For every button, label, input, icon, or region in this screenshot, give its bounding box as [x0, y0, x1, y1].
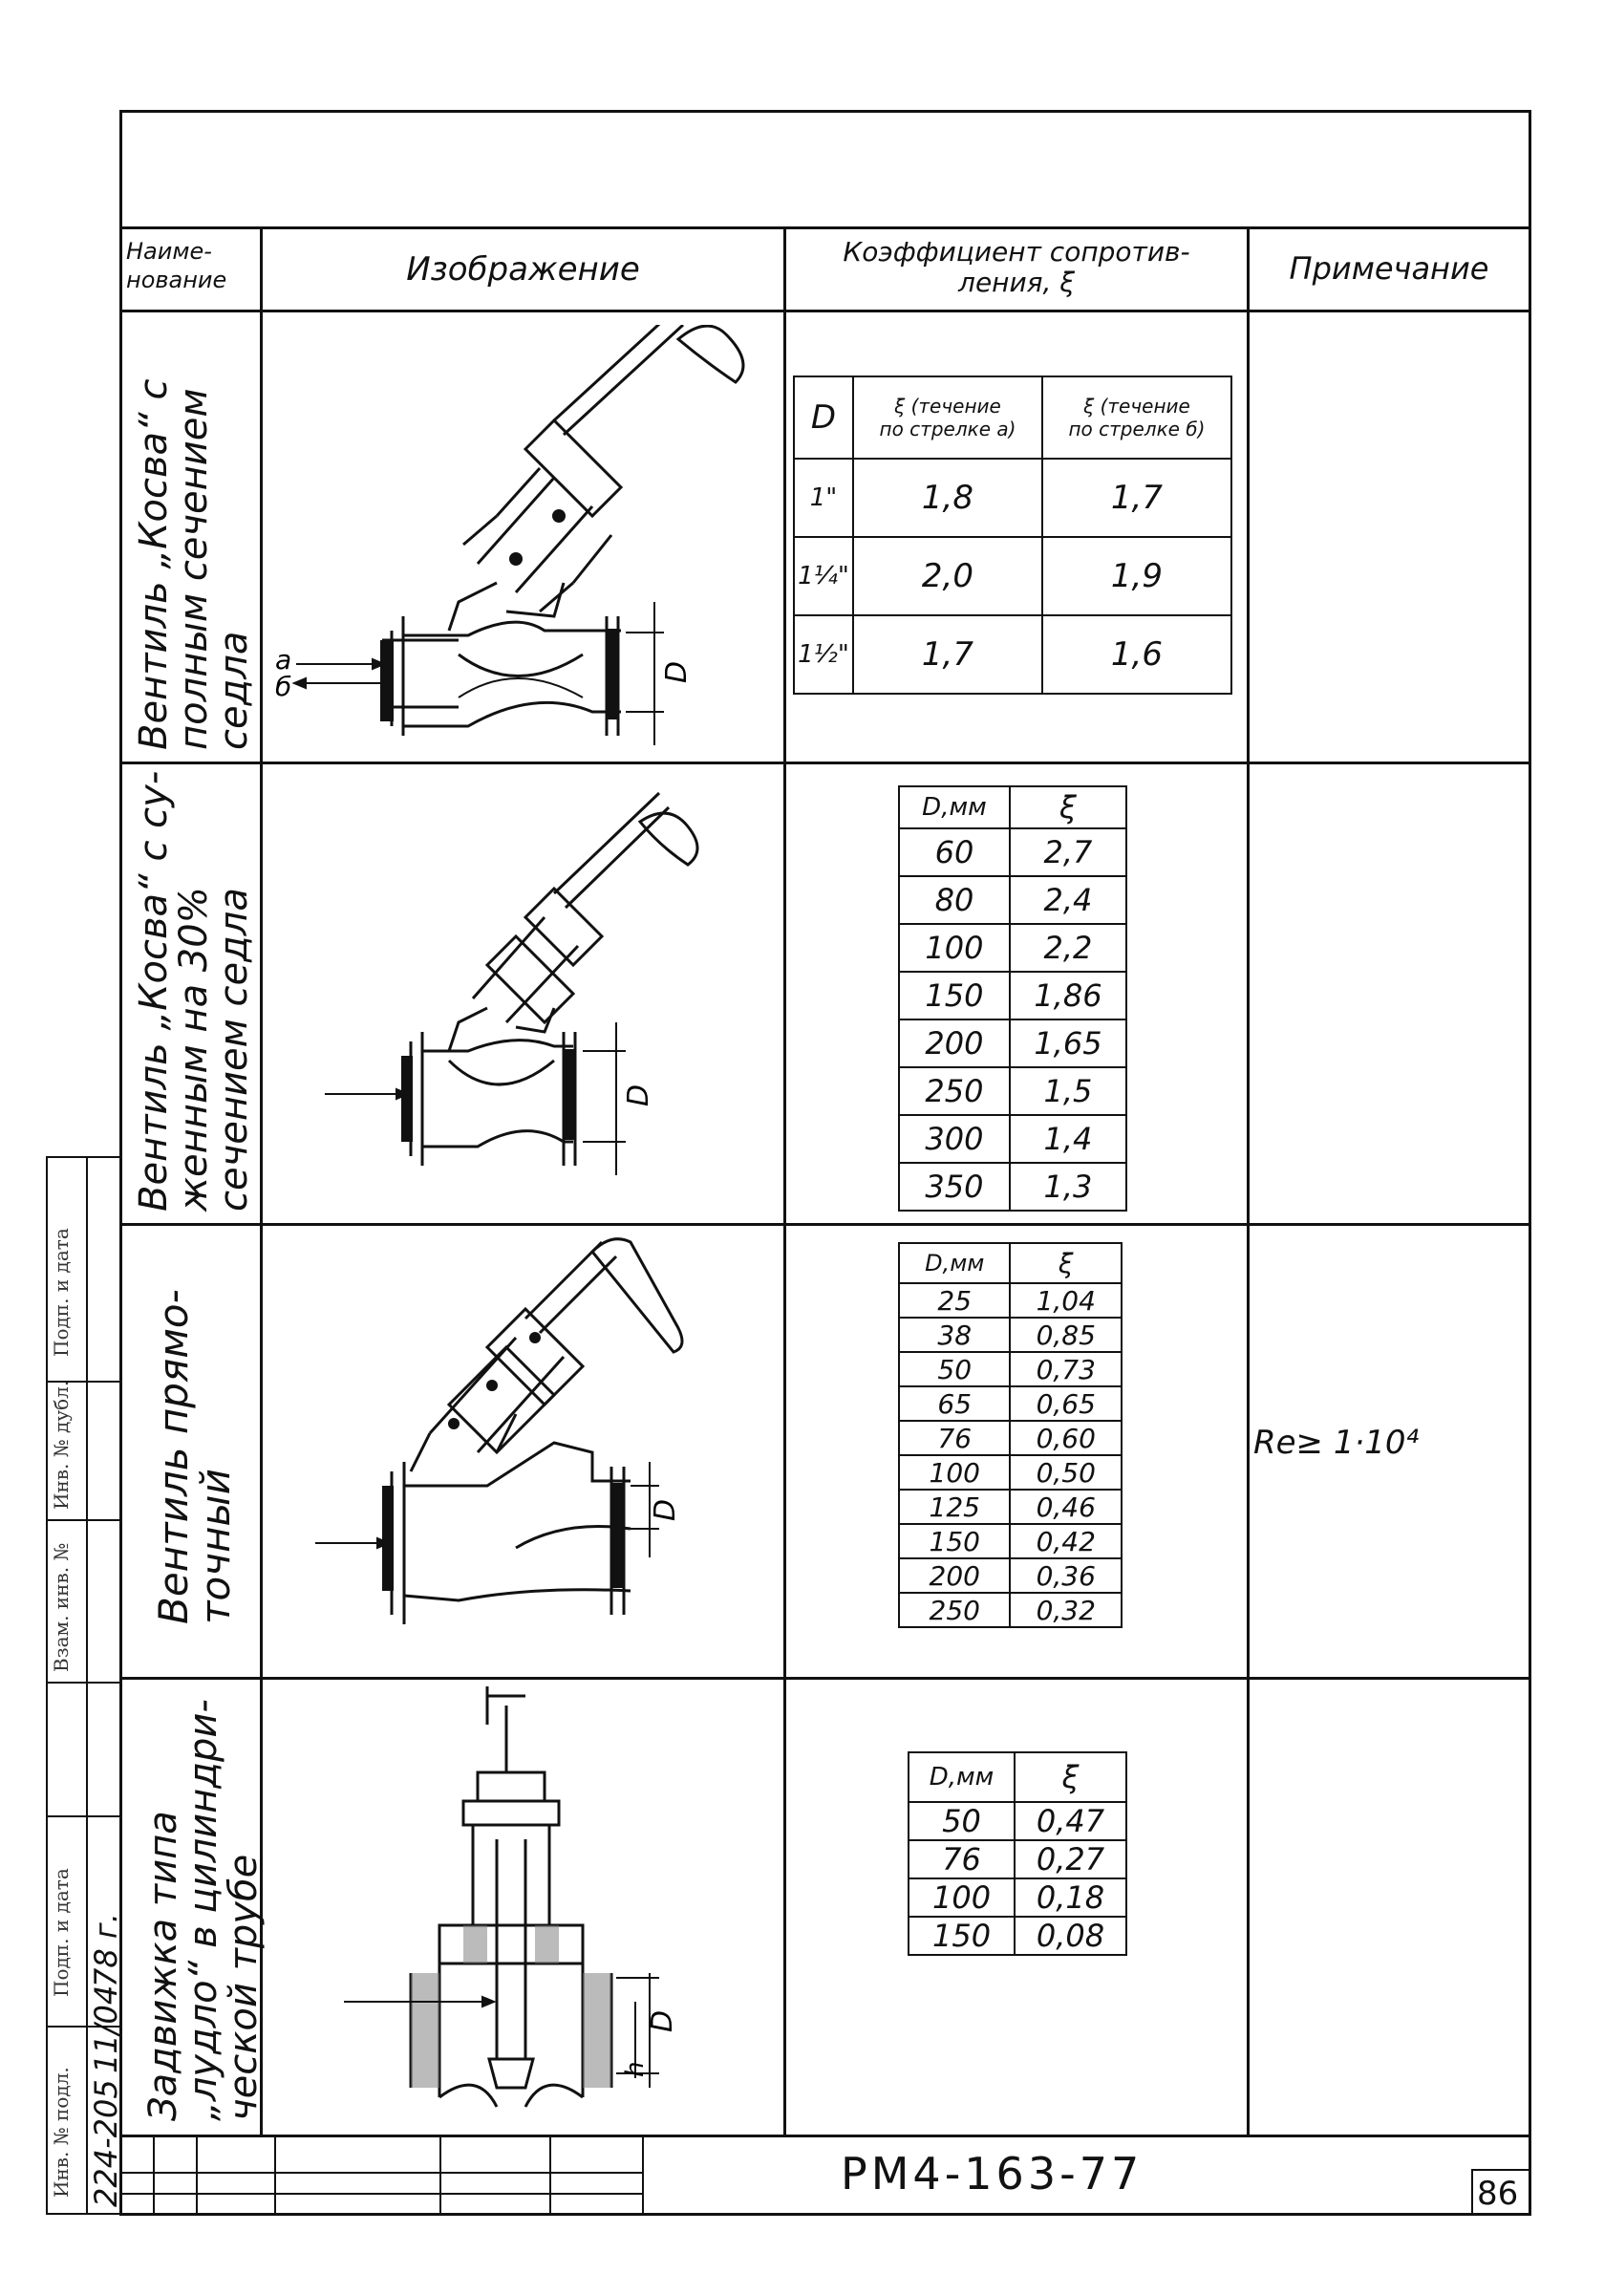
frame-right [1529, 110, 1531, 2216]
side-stamp-2: Инв. № дубл. [50, 1380, 73, 1510]
row-3-xi-6: 0,50 [1010, 1455, 1122, 1490]
row-4-d-4: 150 [909, 1917, 1015, 1955]
row-3-xi-3: 0,73 [1010, 1352, 1122, 1386]
row-1-d-1: 1" [794, 459, 853, 537]
row-2-xi-5: 1,65 [1010, 1019, 1126, 1067]
title-block-top [122, 2135, 1529, 2137]
title-block-v1 [153, 2135, 155, 2213]
header-top-line [122, 226, 1529, 229]
row-1-b-2: 1,9 [1042, 537, 1231, 615]
row-3-d-1: 25 [899, 1283, 1010, 1318]
row-1-a-3: 1,7 [853, 615, 1042, 694]
row-3-th-xi: ξ [1010, 1243, 1122, 1283]
row-3-d-5: 76 [899, 1421, 1010, 1455]
row-2-coef-table [898, 785, 1127, 1212]
side-strip-sep-4 [46, 1815, 122, 1817]
row-4-h-label: h [621, 2061, 650, 2077]
row-4-xi-2: 0,27 [1015, 1840, 1126, 1878]
row-3-valve-drawing [267, 1233, 779, 1672]
row-2-d-6: 250 [899, 1067, 1010, 1115]
row-4-d-1: 50 [909, 1802, 1015, 1840]
row-4-d-2: 76 [909, 1840, 1015, 1878]
row-4-dim-label: D [646, 2009, 679, 2032]
row-1-b-1: 1,7 [1042, 459, 1231, 537]
title-block-v2 [196, 2135, 198, 2213]
row-line-2 [122, 1223, 1529, 1226]
row-2-dim-label: D [622, 1084, 655, 1106]
row-4-d-3: 100 [909, 1878, 1015, 1917]
header-bottom-line [122, 310, 1529, 312]
row-2-d-1: 60 [899, 828, 1010, 876]
row-3-name: Вентиль прямо- точный [150, 1289, 240, 1624]
row-2-xi-6: 1,5 [1010, 1067, 1126, 1115]
row-4-xi-4: 0,08 [1015, 1917, 1126, 1955]
side-strip-sep-2 [46, 1519, 122, 1521]
row-3-xi-8: 0,42 [1010, 1524, 1122, 1558]
row-3-xi-10: 0,32 [1010, 1593, 1122, 1627]
row-2-name: Вентиль „Косва“ с су- женным на 30% сечением седла [132, 770, 256, 1212]
row-4-coef-table [908, 1751, 1127, 1956]
title-block-v5 [549, 2135, 551, 2213]
row-2-th-xi: ξ [1010, 786, 1126, 828]
row-1-a-2: 2,0 [853, 537, 1042, 615]
row-1-d-2: 1¼" [794, 537, 853, 615]
row-2-xi-4: 1,86 [1010, 972, 1126, 1019]
header-note: Примечание [1289, 250, 1489, 287]
row-3-xi-7: 0,46 [1010, 1490, 1122, 1524]
page-box-left [1471, 2169, 1473, 2213]
row-4-xi-1: 0,47 [1015, 1802, 1126, 1840]
frame-left [119, 110, 122, 2216]
row-2-d-8: 350 [899, 1163, 1010, 1211]
side-hand-3: 78 г. [88, 1913, 124, 1987]
row-3-xi-2: 0,85 [1010, 1318, 1122, 1352]
row-3-xi-4: 0,65 [1010, 1386, 1122, 1421]
row-4-th-xi: ξ [1015, 1752, 1126, 1802]
side-stamp-3: Взам. инв. № [50, 1542, 73, 1672]
row-1-th-a: ξ (течение по стрелке а) [853, 376, 1042, 459]
row-2-xi-3: 2,2 [1010, 924, 1126, 972]
row-3-d-2: 38 [899, 1318, 1010, 1352]
title-block-mid [122, 2172, 643, 2174]
row-2-xi-7: 1,4 [1010, 1115, 1126, 1163]
header-image: Изображение [406, 250, 640, 289]
row-4-th-d: D,мм [909, 1752, 1015, 1802]
side-strip-top [46, 1156, 122, 1158]
frame-top [119, 110, 1531, 113]
row-3-dim-label: D [649, 1498, 682, 1521]
header-name: Наиме- нование [126, 238, 227, 293]
row-line-1 [122, 762, 1529, 764]
row-2-xi-8: 1,3 [1010, 1163, 1126, 1211]
row-2-d-2: 80 [899, 876, 1010, 924]
row-3-d-7: 125 [899, 1490, 1010, 1524]
side-strip-left [46, 1156, 48, 2213]
row-1-a-1: 1,8 [853, 459, 1042, 537]
side-strip-bottom [46, 2213, 122, 2215]
row-line-3 [122, 1677, 1529, 1680]
row-1-valve-drawing [267, 325, 779, 755]
row-1-d-3: 1½" [794, 615, 853, 694]
row-4-gate-valve-drawing [267, 1686, 779, 2131]
side-stamp-5: Инв. № подл. [50, 2067, 73, 2198]
row-3-d-9: 200 [899, 1558, 1010, 1593]
row-2-valve-drawing [267, 774, 779, 1213]
title-block-v3 [274, 2135, 276, 2213]
page-box-top [1471, 2169, 1529, 2171]
row-1-name: Вентиль „Косва“ с полным сечением седла [132, 378, 256, 750]
side-hand-1: 224-205 [88, 2079, 124, 2207]
row-2-d-4: 150 [899, 972, 1010, 1019]
row-2-xi-1: 2,7 [1010, 828, 1126, 876]
row-1-coef-table [793, 376, 1232, 695]
row-3-d-10: 250 [899, 1593, 1010, 1627]
title-block-mid2 [122, 2193, 643, 2195]
side-hand-2: 11/04 [88, 1985, 124, 2073]
row-2-xi-2: 2,4 [1010, 876, 1126, 924]
arrow-a-label: а [275, 644, 292, 676]
row-3-xi-1: 1,04 [1010, 1283, 1122, 1318]
row-3-xi-9: 0,36 [1010, 1558, 1122, 1593]
side-strip-sep-3 [46, 1682, 122, 1684]
side-stamp-4: Подп. и дата [50, 1868, 73, 1997]
arrow-b-label: б [275, 671, 292, 702]
row-3-coef-table [898, 1242, 1123, 1628]
title-block-v6 [642, 2135, 644, 2213]
row-3-th-d: D,мм [899, 1243, 1010, 1283]
page-number: 86 [1477, 2175, 1519, 2213]
col-line-3 [1247, 226, 1250, 2137]
row-4-name: Задвижка типа „лудло“ в цилиндри- ческой трубе [141, 1699, 266, 2121]
row-3-d-3: 50 [899, 1352, 1010, 1386]
row-3-d-6: 100 [899, 1455, 1010, 1490]
row-1-th-b: ξ (течение по стрелке б) [1042, 376, 1231, 459]
row-2-th-d: D,мм [899, 786, 1010, 828]
row-3-note: Re≥ 1·10⁴ [1253, 1424, 1420, 1462]
row-2-d-3: 100 [899, 924, 1010, 972]
row-1-th-d: D [794, 376, 853, 459]
row-2-d-5: 200 [899, 1019, 1010, 1067]
row-3-d-8: 150 [899, 1524, 1010, 1558]
row-1-b-3: 1,6 [1042, 615, 1231, 694]
doc-code: РМ4-163-77 [841, 2148, 1144, 2199]
side-stamp-1: Подп. и дата [50, 1228, 73, 1357]
title-block-v4 [439, 2135, 441, 2213]
frame-bottom [119, 2213, 1531, 2216]
row-3-d-4: 65 [899, 1386, 1010, 1421]
header-coef: Коэффициент сопротив- ления, ξ [843, 236, 1190, 298]
row-4-xi-3: 0,18 [1015, 1878, 1126, 1917]
row-3-xi-5: 0,60 [1010, 1421, 1122, 1455]
row-2-d-7: 300 [899, 1115, 1010, 1163]
col-line-2 [783, 226, 786, 2137]
row-1-dim-label: D [660, 660, 694, 683]
